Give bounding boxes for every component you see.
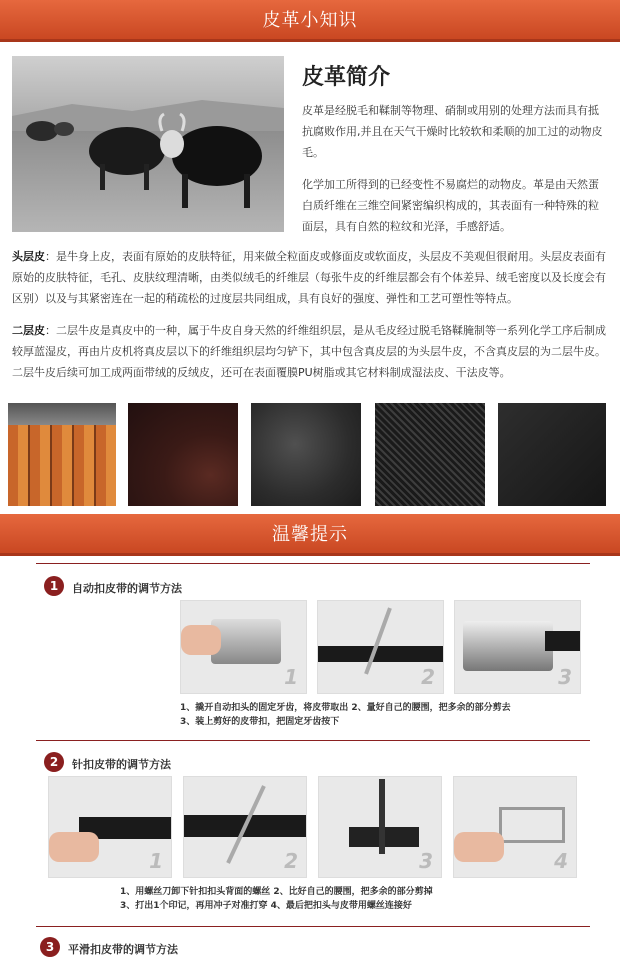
intro-paragraph-2: 化学加工所得到的已经变性不易腐烂的动物皮。革是由天然蛋白质纤维在三维空间紧密编织构成的，其表面有一种特殊的粒面层，具有自然的粒纹和光泽，手感舒适。 [302, 178, 599, 233]
yak-photo [12, 56, 284, 232]
tips-banner-title: 温馨提示 [272, 524, 348, 545]
top-layer-text: ：是牛身上皮，表面有原始的皮肤特征，用来做全粒面皮或修面皮或软面皮，头层皮不美观但很耐用。头层皮表面有原始的皮肤特征，毛孔、皮肤纹理清晰，由类似绒毛的纤维层（每张牛皮的纤维层都会有个体差异、绒毛密度以及长度会有区别）以及与其紧密连在一起的稍疏松的过度层共同组成，具有良好的强度、弹性和工艺可塑性等特点。 [12, 250, 606, 305]
step-1-icon: 1 [44, 576, 64, 596]
section2-step-1-image [48, 776, 172, 878]
second-layer-label: 二层皮 [12, 324, 45, 337]
banner-title: 皮革小知识 [262, 10, 358, 31]
step-3-icon: 3 [40, 937, 60, 957]
section2-step-2-number: 2 [284, 849, 298, 873]
section-divider-1 [36, 740, 590, 741]
tips-banner [0, 514, 620, 556]
section1-step-3-image [454, 600, 581, 694]
section2-step-4-number: 4 [554, 849, 568, 873]
section-divider-2 [36, 926, 590, 927]
second-layer-text: ：二层牛皮是真皮中的一种，属于牛皮自身天然的纤维组织层，是从毛皮经过脱毛铬鞣腌制等一系列化学工序后制成较厚蓝湿皮，再由片皮机将真皮层以下的纤维组织层均匀铲下，其中包含真皮层的为头层牛皮，不含真皮层的为二层牛皮。二层牛皮后续可加工成两面带绒的反绒皮，还可在表面覆膜PU树脂或其它材料制成湿法皮、干法皮等。 [12, 324, 606, 379]
textured-leather-photo [375, 403, 485, 506]
section2-caption-1: 1、用螺丝刀卸下针扣扣头背面的螺丝 2、比好自己的腰围，把多余的部分剪掉 [120, 887, 433, 897]
grain-leather-photo [251, 403, 361, 506]
top-layer-label: 头层皮 [12, 250, 45, 263]
section3-title: 平滑扣皮带的调节方法 [68, 943, 178, 956]
section1-step-1-image [180, 600, 307, 694]
section2-caption-2: 3、打出1个印记，再用冲子对准打穿 4、最后把扣头与皮带用螺丝连接好 [120, 901, 412, 911]
section1-step-3-number: 3 [558, 665, 572, 689]
intro-paragraph-1: 皮革是经脱毛和鞣制等物理、硝制或用别的处理方法而具有抵抗腐败作用,并且在天气干燥时比较软和柔顺的加工过的动物皮毛。 [302, 104, 603, 159]
top-layer-paragraph [12, 246, 608, 309]
section2-step-3-number: 3 [419, 849, 433, 873]
tips-divider [36, 563, 590, 564]
knowledge-banner [0, 0, 620, 42]
smooth-leather-photo [498, 403, 606, 506]
tannery-photo [8, 403, 116, 506]
step-2-icon: 2 [44, 752, 64, 772]
intro-title: 皮革简介 [302, 65, 391, 90]
section1-caption-2: 3、装上剪好的皮带扣，把固定牙齿按下 [180, 717, 340, 727]
section1-step-2-image [317, 600, 444, 694]
section2-step-1-number: 1 [149, 849, 163, 873]
section2-step-4-image [453, 776, 577, 878]
section1-step-2-number: 2 [421, 665, 435, 689]
section2-step-3-image [318, 776, 442, 878]
section2-step-2-image [183, 776, 307, 878]
suede-leather-photo [128, 403, 238, 506]
section1-step-1-number: 1 [284, 665, 298, 689]
section2-title: 针扣皮带的调节方法 [72, 758, 171, 771]
second-layer-paragraph [12, 320, 608, 383]
section1-caption-1: 1、撬开自动扣头的固定牙齿，将皮带取出 2、量好自己的腰围，把多余的部分剪去 [180, 703, 511, 713]
section1-title: 自动扣皮带的调节方法 [72, 582, 182, 595]
